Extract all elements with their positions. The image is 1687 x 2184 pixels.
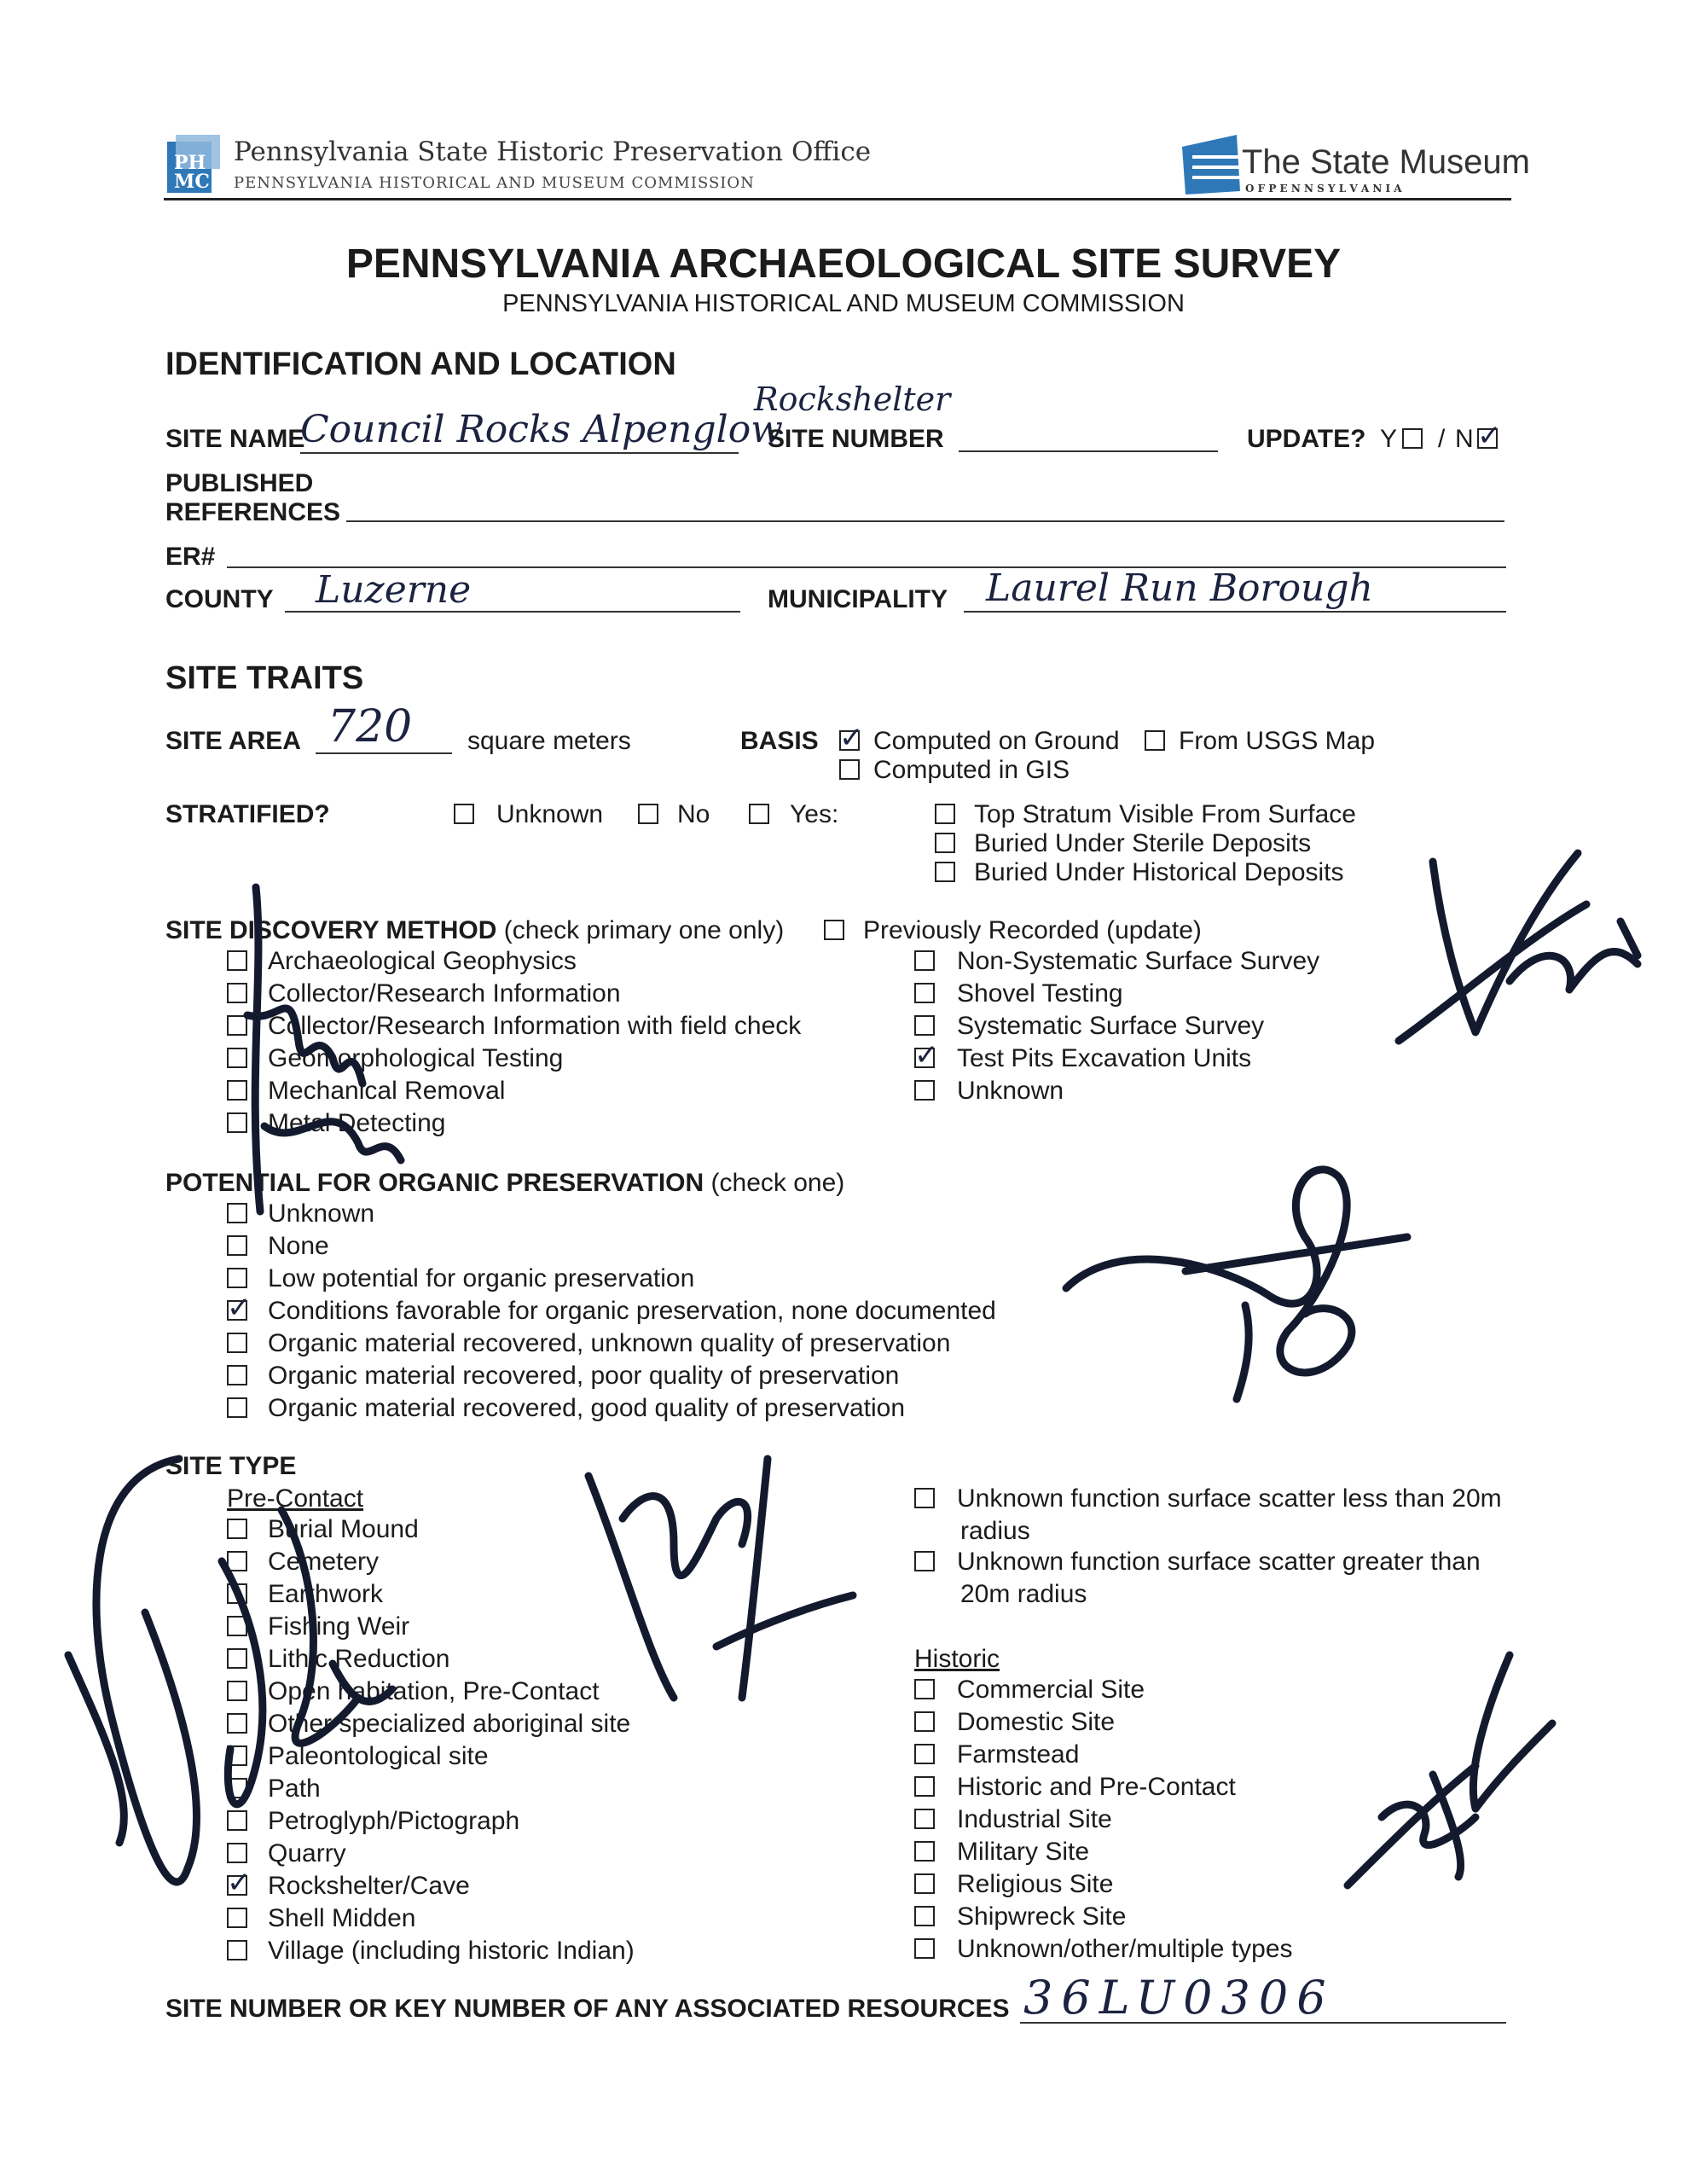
signature-scribble — [51, 1442, 426, 1928]
site-type-checkbox[interactable] — [914, 1841, 935, 1862]
signature-scribble — [1382, 836, 1672, 1058]
organic-option-label: Low potential for organic preservation — [268, 1264, 695, 1292]
er-label: ER# — [165, 543, 216, 571]
discovery-checkbox[interactable] — [914, 1080, 935, 1101]
identification-heading: IDENTIFICATION AND LOCATION — [165, 346, 676, 382]
site-number-label: SITE NUMBER — [768, 425, 944, 453]
site-type-checkbox[interactable] — [914, 1938, 935, 1959]
county-value: Luzerne — [316, 568, 472, 612]
published-label-1: PUBLISHED — [165, 469, 314, 497]
site-type-checkbox[interactable] — [227, 1940, 247, 1960]
site-type-label: Shell Midden — [268, 1904, 416, 1932]
organic-checkbox[interactable] — [227, 1291, 252, 1325]
previously-recorded-checkbox[interactable] — [824, 920, 844, 940]
published-references-field[interactable] — [346, 520, 1504, 522]
office-name: Pennsylvania State Historic Preservation Office — [234, 136, 872, 167]
stratified-checkbox[interactable] — [638, 804, 658, 824]
svg-text:MC: MC — [174, 171, 210, 193]
organic-option-label: Conditions favorable for organic preservation, none documented — [268, 1297, 996, 1325]
site-type-label: Industrial Site — [957, 1805, 1112, 1833]
check-mark-icon: ✓ — [227, 1866, 252, 1900]
discovery-checkbox[interactable] — [914, 1038, 939, 1072]
site-type-checkbox[interactable] — [914, 1744, 935, 1764]
basis-checkbox[interactable] — [839, 759, 860, 780]
site-type-label: Commercial Site — [957, 1676, 1145, 1704]
update-n-checkbox[interactable] — [1477, 419, 1502, 453]
site-type-checkbox[interactable] — [914, 1809, 935, 1829]
site-type-label: Quarry — [268, 1839, 346, 1867]
discovery-option-label: Non-Systematic Surface Survey — [957, 947, 1320, 975]
discovery-option-label: Collector/Research Information — [268, 979, 621, 1008]
site-area-label: SITE AREA — [165, 727, 301, 755]
organic-heading-note: (check one) — [710, 1169, 845, 1197]
signature-scribble — [1330, 1647, 1561, 1894]
svg-text:PH: PH — [174, 152, 206, 174]
discovery-option-label: Systematic Surface Survey — [957, 1012, 1265, 1040]
site-type-heading: SITE TYPE — [165, 1452, 297, 1480]
scatter-line1: Unknown function surface scatter greater than — [957, 1548, 1481, 1576]
discovery-option-label: Geomorphological Testing — [268, 1044, 564, 1072]
associated-value: 36LU0306 — [1023, 1971, 1335, 2024]
discovery-option-label: Shovel Testing — [957, 979, 1123, 1008]
basis-option-label: Computed in GIS — [873, 756, 1070, 784]
discovery-option-label: Unknown — [957, 1077, 1064, 1105]
municipality-field[interactable] — [964, 611, 1506, 613]
site-type-checkbox[interactable] — [914, 1679, 935, 1699]
basis-option-label: Computed on Ground — [873, 727, 1120, 755]
discovery-heading-note: (check primary one only) — [503, 916, 785, 944]
state-museum-logo — [1177, 130, 1245, 198]
site-type-label: Fishing Weir — [268, 1612, 410, 1641]
site-type-label: Earthwork — [268, 1580, 384, 1608]
site-name-field[interactable] — [300, 452, 739, 454]
phmc-logo-icon — [167, 135, 220, 195]
previously-recorded-label: Previously Recorded (update) — [863, 916, 1202, 944]
organic-checkbox[interactable] — [227, 1235, 247, 1256]
site-type-label: Farmstead — [957, 1740, 1080, 1769]
site-type-label: Domestic Site — [957, 1708, 1116, 1736]
basis-checkbox[interactable] — [1145, 730, 1165, 751]
organic-checkbox[interactable] — [227, 1333, 247, 1353]
signature-scribble — [1049, 1143, 1424, 1408]
site-type-label: Religious Site — [957, 1870, 1114, 1898]
stratified-label: STRATIFIED? — [165, 800, 330, 828]
signature-scribble — [213, 870, 435, 1228]
site-type-label: Burial Mound — [268, 1515, 419, 1543]
site-type-checkbox[interactable] — [914, 1551, 935, 1571]
site-number-field[interactable] — [959, 450, 1218, 452]
site-type-label: Rockshelter/Cave — [268, 1872, 470, 1900]
update-label: UPDATE? — [1247, 425, 1366, 453]
update-sep: / — [1438, 425, 1446, 453]
update-n-label: N — [1455, 425, 1474, 453]
update-y-checkbox[interactable] — [1402, 428, 1423, 449]
published-label-2: REFERENCES — [165, 498, 341, 526]
museum-name: The State Museum — [1242, 143, 1530, 181]
site-name-extra: Rockshelter — [754, 380, 951, 418]
check-mark-icon: ✓ — [227, 1291, 252, 1325]
stratified-checkbox[interactable] — [454, 804, 474, 824]
discovery-heading-bold: SITE DISCOVERY METHOD — [165, 916, 497, 944]
organic-checkbox[interactable] — [227, 1268, 247, 1288]
discovery-option-label: Test Pits Excavation Units — [957, 1044, 1252, 1072]
form-title: PENNSYLVANIA ARCHAEOLOGICAL SITE SURVEY — [345, 241, 1342, 287]
discovery-checkbox[interactable] — [914, 983, 935, 1003]
discovery-option-label: Collector/Research Information with field check — [268, 1012, 802, 1040]
site-name-label: SITE NAME — [165, 425, 305, 453]
site-area-unit: square meters — [467, 727, 631, 755]
organic-checkbox[interactable] — [227, 1365, 247, 1385]
municipality-value: Laurel Run Borough — [986, 566, 1373, 610]
organic-checkbox[interactable] — [227, 1397, 247, 1418]
site-type-label: Lithic Reduction — [268, 1645, 450, 1673]
site-type-checkbox[interactable] — [914, 1906, 935, 1926]
office-subname: PENNSYLVANIA HISTORICAL AND MUSEUM COMMISSION — [234, 174, 755, 192]
basis-option-label: From USGS Map — [1179, 727, 1376, 755]
organic-heading-bold: POTENTIAL FOR ORGANIC PRESERVATION — [165, 1169, 704, 1197]
check-mark-icon: ✓ — [1477, 419, 1502, 453]
stratified-option-label: No — [677, 800, 710, 828]
organic-option-label: Organic material recovered, good quality of preservation — [268, 1394, 906, 1422]
strata-checkbox[interactable] — [935, 833, 955, 853]
basis-checkbox[interactable] — [839, 721, 864, 755]
discovery-checkbox[interactable] — [914, 950, 935, 971]
site-name-value: Council Rocks Alpenglow — [300, 408, 783, 451]
check-mark-icon: ✓ — [839, 721, 864, 755]
signature-scribble — [571, 1442, 861, 1715]
discovery-option-label: Mechanical Removal — [268, 1077, 506, 1105]
site-type-label: Petroglyph/Pictograph — [268, 1807, 520, 1835]
site-traits-heading: SITE TRAITS — [165, 660, 364, 696]
discovery-option-label: Archaeological Geophysics — [268, 947, 577, 975]
basis-label: BASIS — [740, 727, 819, 755]
municipality-label: MUNICIPALITY — [768, 585, 948, 613]
associated-label: SITE NUMBER OR KEY NUMBER OF ANY ASSOCIATED RESOURCES — [165, 1995, 1010, 2023]
site-type-label: Historic and Pre-Contact — [957, 1773, 1236, 1801]
strata-checkbox[interactable] — [935, 804, 955, 824]
site-type-checkbox[interactable] — [914, 1711, 935, 1732]
strata-option-label: Buried Under Sterile Deposits — [974, 829, 1312, 857]
precontact-label: Pre-Contact — [227, 1484, 364, 1513]
state-museum-logo-icon — [1177, 130, 1245, 198]
stratified-checkbox[interactable] — [749, 804, 769, 824]
organic-option-label: Organic material recovered, unknown quality of preservation — [268, 1329, 951, 1357]
strata-option-label: Top Stratum Visible From Surface — [974, 800, 1356, 828]
update-y-label: Y — [1380, 425, 1398, 453]
site-type-label: Military Site — [957, 1838, 1090, 1866]
museum-subname: O F P E N N S Y L V A N I A — [1245, 183, 1402, 195]
site-area-value: 720 — [328, 701, 413, 752]
site-type-label: Village (including historic Indian) — [268, 1937, 635, 1965]
site-type-label: Path — [268, 1774, 321, 1803]
discovery-checkbox[interactable] — [914, 1015, 935, 1036]
site-type-label: Other specialized aboriginal site — [268, 1710, 631, 1738]
scatter-line2: radius — [960, 1517, 1030, 1545]
scatter-line1: Unknown function surface scatter less than 20m — [957, 1484, 1502, 1513]
site-type-label: Shipwreck Site — [957, 1902, 1127, 1931]
historic-label: Historic — [914, 1645, 1000, 1673]
scatter-line2: 20m radius — [960, 1580, 1087, 1608]
site-type-checkbox[interactable] — [914, 1488, 935, 1508]
site-type-label: Paleontological site — [268, 1742, 489, 1770]
header-rule — [164, 198, 1511, 200]
county-label: COUNTY — [165, 585, 274, 613]
organic-option-label: None — [268, 1232, 329, 1260]
site-type-label: Open habitation, Pre-Contact — [268, 1677, 600, 1705]
site-type-label: Unknown/other/multiple types — [957, 1935, 1293, 1963]
organic-option-label: Organic material recovered, poor quality of preservation — [268, 1362, 900, 1390]
site-type-checkbox[interactable] — [914, 1873, 935, 1894]
organic-option-label: Unknown — [268, 1199, 375, 1228]
phmc-logo — [167, 135, 220, 195]
site-type-label: Cemetery — [268, 1548, 380, 1576]
form-subtitle: PENNSYLVANIA HISTORICAL AND MUSEUM COMMISSION — [502, 290, 1185, 317]
check-mark-icon: ✓ — [914, 1038, 939, 1072]
discovery-option-label: Metal Detecting — [268, 1109, 446, 1137]
site-type-checkbox[interactable] — [914, 1776, 935, 1797]
strata-option-label: Buried Under Historical Deposits — [974, 858, 1344, 886]
strata-checkbox[interactable] — [935, 862, 955, 882]
stratified-option-label: Unknown — [496, 800, 604, 828]
site-area-field[interactable] — [316, 752, 452, 754]
stratified-option-label: Yes: — [790, 800, 839, 828]
